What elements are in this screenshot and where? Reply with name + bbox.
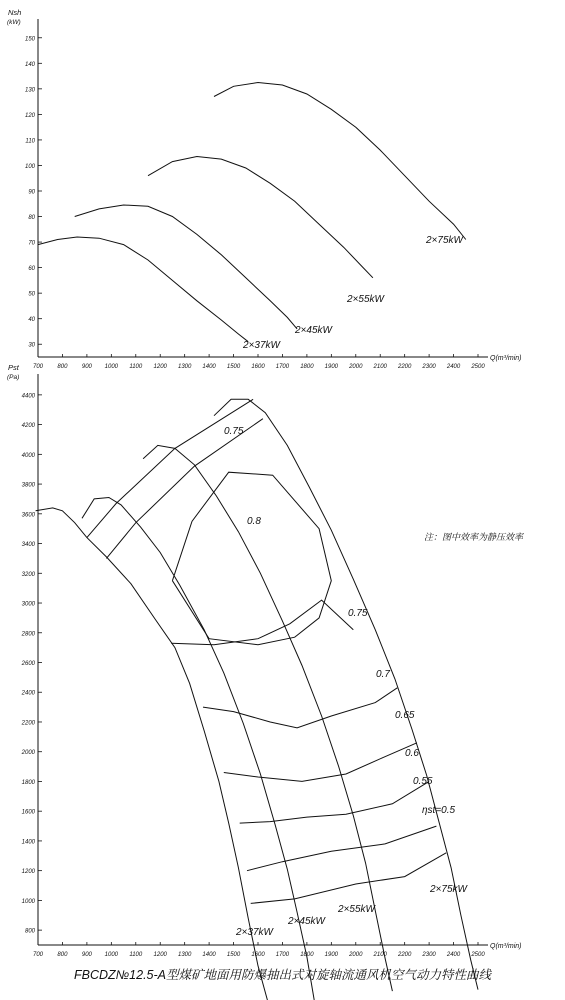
y-tick-label: 2600 <box>21 661 35 667</box>
x-tick-label: 700 <box>32 364 44 370</box>
series-label: 2×45kW <box>295 325 332 336</box>
x-tick-label: 900 <box>81 364 92 370</box>
x-tick-label: 1900 <box>324 364 339 370</box>
y-tick-label: 3800 <box>21 482 35 489</box>
x-tick-label: 1700 <box>275 952 290 958</box>
x-tick-label: 1200 <box>153 952 167 958</box>
efficiency-label: 0.7 <box>376 669 390 680</box>
y-axis-label: Nsh <box>8 8 22 17</box>
y-axis-unit: (Pa) <box>7 374 20 381</box>
efficiency-contour <box>224 743 417 782</box>
y-tick-label: 100 <box>24 163 35 170</box>
efficiency-line <box>106 419 263 559</box>
y-tick-label: 2800 <box>21 631 35 638</box>
x-tick-label: 2400 <box>446 952 461 958</box>
efficiency-contour <box>251 853 447 904</box>
x-tick-label: 1300 <box>177 952 192 958</box>
x-tick-label: 1300 <box>177 364 192 370</box>
y-tick-label: 150 <box>24 36 35 43</box>
series-curve-2×37kW <box>36 508 268 1000</box>
efficiency-label: 0.55 <box>413 776 433 787</box>
chart-caption: FBCDZ№12.5-A型煤矿地面用防爆抽出式对旋轴流通风机空气动力特性曲线 <box>73 968 492 982</box>
y-tick-label: 140 <box>24 61 35 68</box>
chart-panel-2 <box>7 363 522 1000</box>
x-tick-label: 1400 <box>202 952 216 958</box>
y-tick-label: 800 <box>24 928 35 935</box>
y-tick-label: 4000 <box>21 452 35 459</box>
x-tick-label: 2200 <box>397 364 412 370</box>
x-tick-label: 1500 <box>226 952 241 958</box>
y-tick-label: 80 <box>28 215 35 222</box>
series-label: 2×55kW <box>338 904 375 915</box>
x-tick-label: 1900 <box>324 952 339 958</box>
x-tick-label: 1100 <box>129 364 143 370</box>
y-tick-label: 3600 <box>21 512 35 519</box>
y-axis-label: Pst <box>8 363 19 372</box>
x-tick-label: 800 <box>57 952 68 958</box>
x-tick-label: 1000 <box>104 364 119 370</box>
series-curve-2×45kW <box>82 498 314 1000</box>
y-tick-label: 4200 <box>21 423 35 430</box>
y-tick-label: 1800 <box>21 779 35 786</box>
y-tick-label: 1200 <box>21 869 35 876</box>
x-tick-label: 1700 <box>275 364 290 370</box>
x-tick-label: 2400 <box>446 364 461 370</box>
efficiency-line <box>87 399 253 537</box>
series-label: 2×45kW <box>288 916 325 927</box>
x-tick-label: 2000 <box>349 364 363 370</box>
y-tick-label: 110 <box>25 138 35 145</box>
y-tick-label: 1000 <box>21 898 35 905</box>
efficiency-label: 0.6 <box>405 748 419 759</box>
x-tick-label: 700 <box>32 952 44 958</box>
efficiency-label: 0.75 <box>348 608 368 619</box>
y-tick-label: 90 <box>28 189 35 196</box>
series-curve-2×75kW <box>214 399 478 989</box>
x-tick-label: 1600 <box>251 364 265 370</box>
x-tick-label: 800 <box>57 364 68 370</box>
y-tick-label: 3400 <box>21 542 35 549</box>
efficiency-label-peak: 0.75 <box>224 426 244 437</box>
efficiency-contour <box>247 826 436 871</box>
y-tick-label: 50 <box>28 291 35 298</box>
y-tick-label: 120 <box>24 112 35 119</box>
x-tick-label: 2100 <box>373 952 387 958</box>
y-tick-label: 30 <box>28 342 35 349</box>
x-tick-label: 1500 <box>226 364 241 370</box>
x-axis-label: Q(m³/min) <box>490 943 522 950</box>
efficiency-label: 0.65 <box>395 710 415 721</box>
y-tick-label: 1600 <box>21 809 35 816</box>
y-tick-label: 1400 <box>21 839 35 846</box>
y-tick-label: 70 <box>28 240 35 247</box>
y-tick-label: 3000 <box>21 601 35 608</box>
series-curve-2×75kW <box>214 83 466 240</box>
x-tick-label: 1400 <box>202 364 216 370</box>
x-tick-label: 1800 <box>300 952 314 958</box>
y-tick-label: 3200 <box>21 571 35 578</box>
series-label: 2×75kW <box>430 884 467 895</box>
y-axis-unit: (kW) <box>7 19 21 26</box>
efficiency-contour <box>172 472 331 645</box>
y-tick-label: 2200 <box>21 720 35 727</box>
x-tick-label: 2500 <box>471 364 485 370</box>
series-label: 2×55kW <box>347 294 384 305</box>
x-tick-label: 2100 <box>373 364 387 370</box>
x-tick-label: 2200 <box>397 952 412 958</box>
series-label: 2×37kW <box>243 340 280 351</box>
efficiency-label: ηst=0.5 <box>422 805 456 816</box>
y-tick-label: 4400 <box>21 393 35 400</box>
series-label: 2×75kW <box>426 235 463 246</box>
x-tick-label: 1100 <box>129 952 143 958</box>
x-tick-label: 900 <box>81 952 92 958</box>
efficiency-label: 0.8 <box>247 516 261 527</box>
chart-note: 注：图中效率为静压效率 <box>424 532 524 542</box>
y-tick-label: 130 <box>24 87 35 94</box>
x-tick-label: 2000 <box>349 952 363 958</box>
y-tick-label: 2000 <box>21 750 35 757</box>
series-label: 2×37kW <box>236 927 273 938</box>
x-tick-label: 1800 <box>300 364 314 370</box>
x-tick-label: 1600 <box>251 952 265 958</box>
y-tick-label: 40 <box>28 317 35 324</box>
x-tick-label: 2300 <box>422 952 436 958</box>
x-tick-label: 1000 <box>104 952 119 958</box>
x-tick-label: 2300 <box>422 364 436 370</box>
x-axis-label: Q(m³/min) <box>490 355 522 362</box>
y-tick-label: 2400 <box>21 690 35 697</box>
series-curve-2×55kW <box>148 157 373 278</box>
series-curve-2×45kW <box>75 205 297 329</box>
series-curve-2×37kW <box>38 237 248 342</box>
x-tick-label: 2500 <box>471 952 485 958</box>
y-tick-label: 60 <box>28 266 35 273</box>
chart-panel-1 <box>7 8 522 370</box>
x-tick-label: 1200 <box>153 364 167 370</box>
